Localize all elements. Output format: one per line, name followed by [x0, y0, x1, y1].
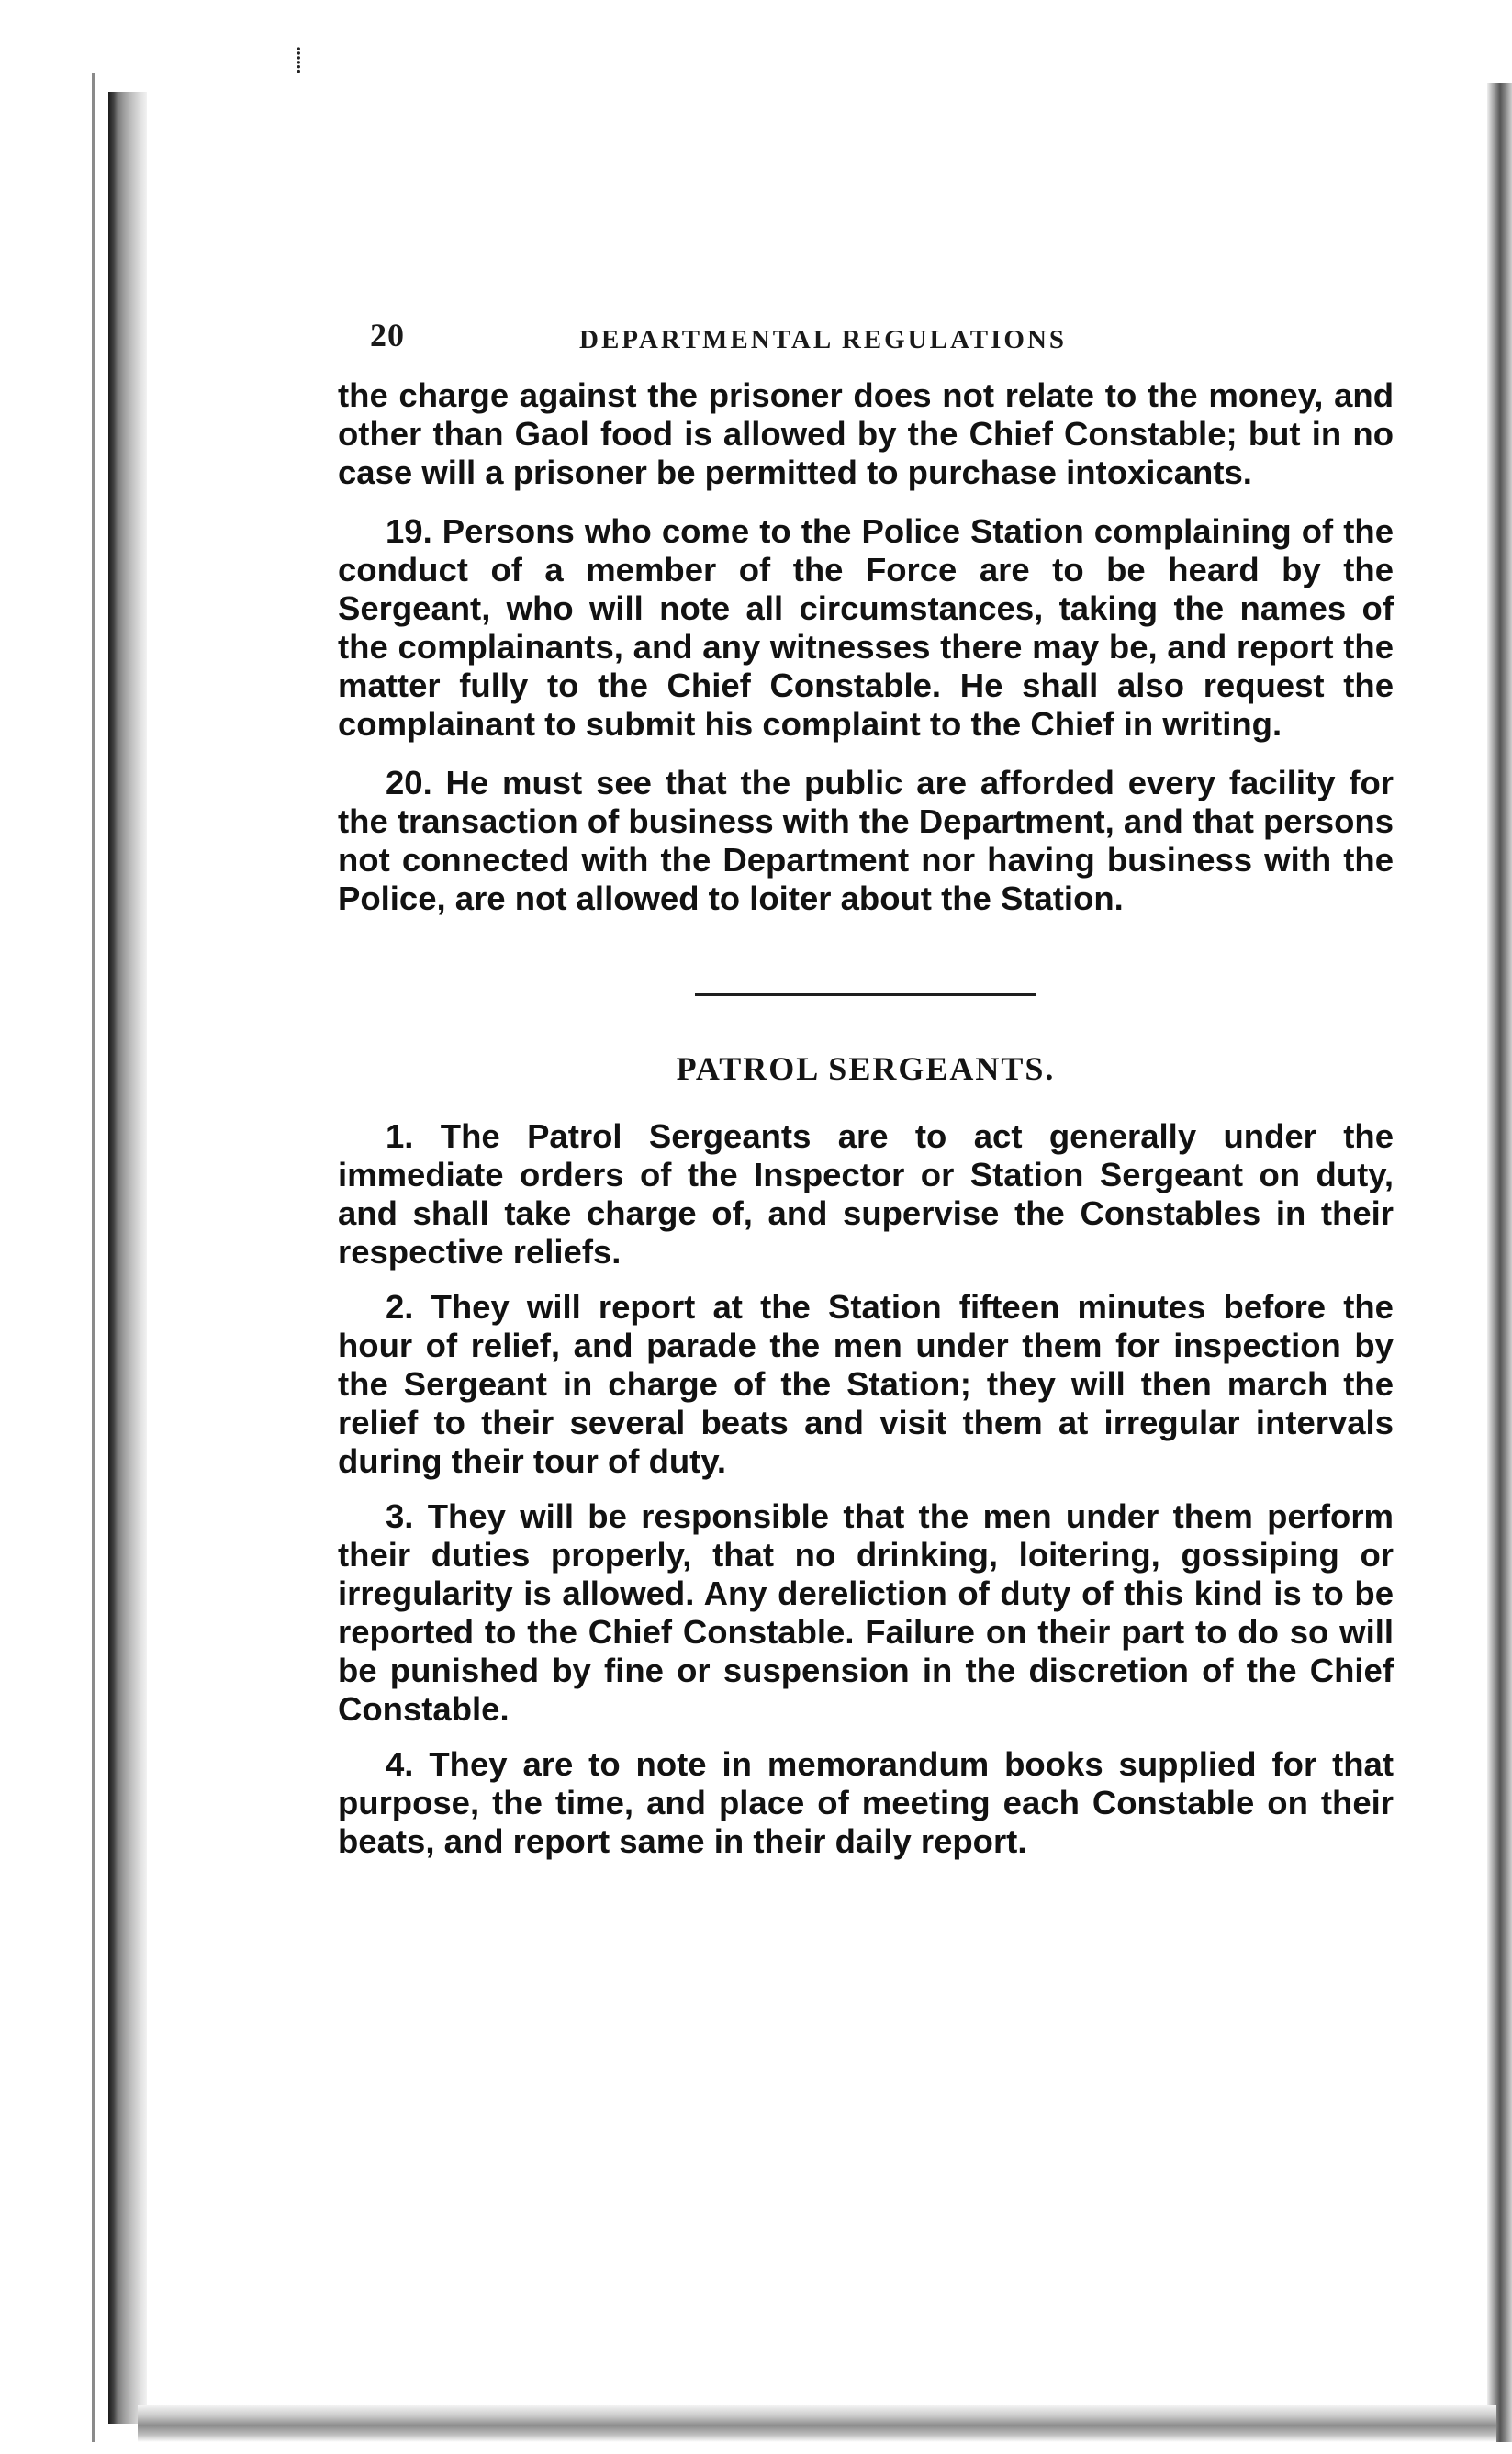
running-head	[338, 312, 1394, 376]
section-paragraph-3: 3. They will be responsible that the men under them perform their duties properly, that no drinking, loitering, gossiping or irregularity is allowed. Any dereliction of duty of this kind is to be reported to the Chief Constable. Failure on their part to do so will be punished by fine or suspension in the discretion of the Chief Constable.	[338, 1497, 1394, 1728]
page-content	[338, 312, 1394, 2240]
paragraph-20: 20. He must see that the public are afforded every facility for the transaction of business with the Department, and that persons not connected with the Department nor having business with the Police, are not allowed to loiter about the Station.	[338, 764, 1394, 917]
scan-mark: ⸽	[296, 47, 302, 74]
paragraph-continued: the charge against the prisoner does not relate to the money, and other than Gaol food is allowed by the Chief Constable; but in no case will a prisoner be permitted to purchase intoxicants.	[338, 376, 1394, 491]
section-paragraph-1: 1. The Patrol Sergeants are to act generally under the immediate orders of the Inspector or Station Sergeant on duty, and shall take charge of, and supervise the Constables in their respective reliefs.	[338, 1117, 1394, 1271]
section-heading: PATROL SERGEANTS.	[676, 1050, 1056, 1087]
page-number: 20	[370, 317, 405, 353]
section-paragraph-2: 2. They will report at the Station fifteen minutes before the hour of relief, and parade the men under them for inspection by the Sergeant in charge of the Station; they will then march the relief to their several beats and visit them at irregular intervals during their tour of duty.	[338, 1288, 1394, 1480]
section-divider	[695, 993, 1036, 996]
paragraph-19: 19. Persons who come to the Police Station complaining of the conduct of a member of the Force are to be heard by the Sergeant, who will note all circumstances, taking the names of the complainants, and any witnesses there may be, and report the matter fully to the Chief Constable. He shall also request the complainant to submit his complaint to the Chief in writing.	[338, 512, 1394, 743]
section-paragraph-4: 4. They are to note in memorandum books supplied for that purpose, the time, and place of meeting each Constable on their beats, and report same in their daily report.	[338, 1745, 1394, 1860]
binding-shadow	[108, 92, 147, 2424]
page-edge-bottom	[138, 2405, 1496, 2442]
running-title: DEPARTMENTAL REGULATIONS	[579, 325, 1068, 354]
page-edge-right	[1487, 83, 1512, 2442]
binding-shadow-line	[92, 73, 95, 2442]
